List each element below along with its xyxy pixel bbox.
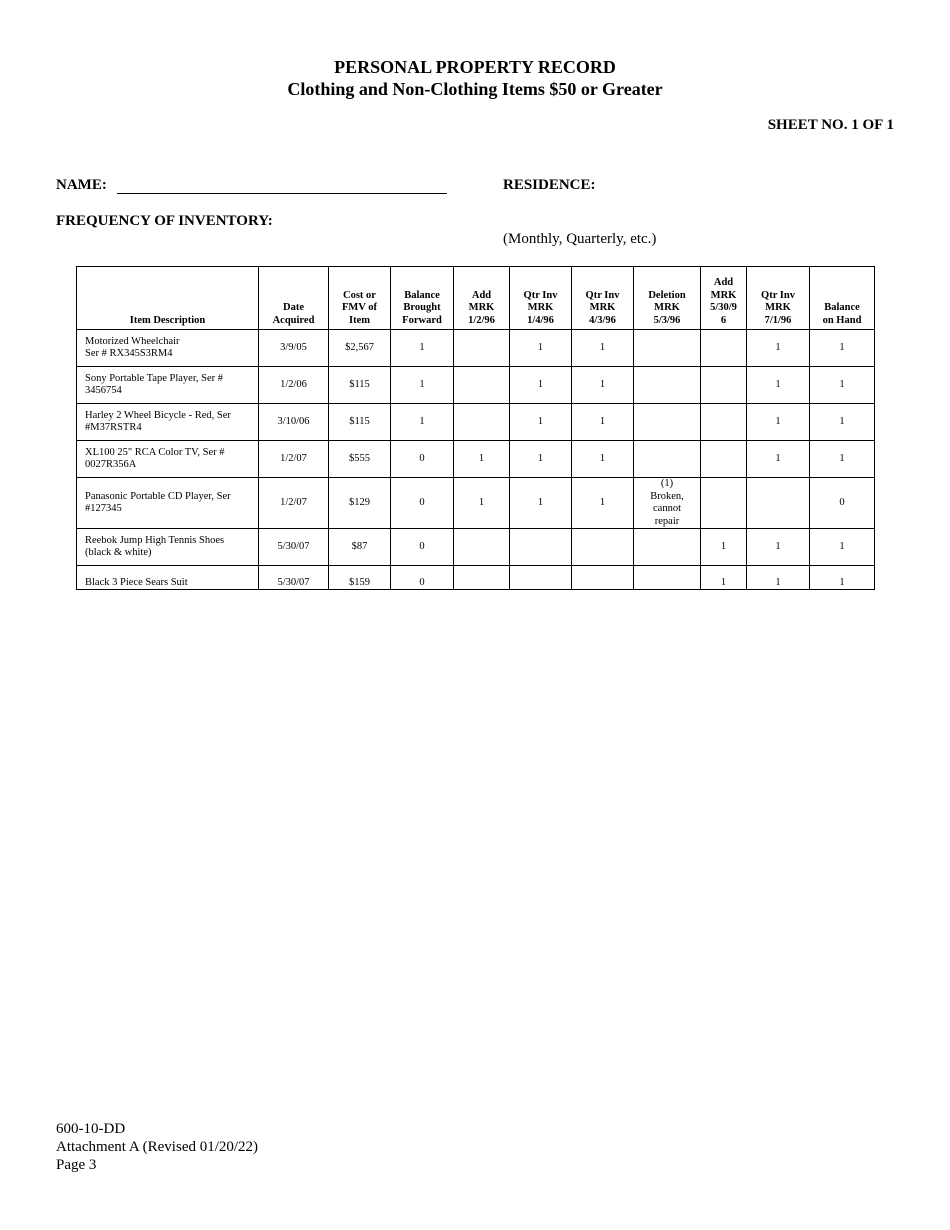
table-cell: 1 xyxy=(810,529,875,566)
sheet-number: SHEET NO. 1 OF 1 xyxy=(767,117,894,133)
frequency-note: (Monthly, Quarterly, etc.) xyxy=(503,231,657,247)
table-cell: $115 xyxy=(329,367,391,404)
document-subtitle: Clothing and Non-Clothing Items $50 or Greater xyxy=(287,79,663,99)
table-cell: 5/30/07 xyxy=(259,529,329,566)
table-cell: $115 xyxy=(329,404,391,441)
table-cell xyxy=(701,441,747,478)
table-cell xyxy=(454,566,510,590)
table-cell xyxy=(634,441,701,478)
table-cell xyxy=(634,330,701,367)
table-cell: 1/2/07 xyxy=(259,478,329,529)
table-cell: 0 xyxy=(391,441,454,478)
table-row xyxy=(77,441,875,478)
table-cell: 0 xyxy=(810,478,875,529)
item-description-cell: Reebok Jump High Tennis Shoes (black & white) xyxy=(77,529,259,566)
table-cell: 1/2/07 xyxy=(259,441,329,478)
document-title: PERSONAL PROPERTY RECORD xyxy=(334,57,616,77)
table-row xyxy=(77,367,875,404)
table-cell: 0 xyxy=(391,566,454,590)
table-cell xyxy=(510,566,572,590)
table-cell xyxy=(701,478,747,529)
column-header: Deletion MRK 5/3/96 xyxy=(634,267,701,330)
table-cell: 1 xyxy=(747,404,810,441)
column-header: Item Description xyxy=(77,267,259,330)
table-cell xyxy=(454,330,510,367)
table-cell: 1 xyxy=(572,478,634,529)
table-cell: 1 xyxy=(810,330,875,367)
table-row xyxy=(77,529,875,566)
table-cell: 1 xyxy=(572,441,634,478)
table-cell: $159 xyxy=(329,566,391,590)
table-cell xyxy=(454,367,510,404)
table-row xyxy=(77,478,875,529)
table-cell: 1 xyxy=(701,566,747,590)
table-cell: (1) Broken, cannot repair xyxy=(634,478,701,529)
table-cell: 1 xyxy=(747,529,810,566)
table-cell: 1 xyxy=(391,367,454,404)
column-header: Qtr Inv MRK 4/3/96 xyxy=(572,267,634,330)
residence-label: RESIDENCE: xyxy=(503,177,596,193)
item-description-cell: Panasonic Portable CD Player, Ser #127345 xyxy=(77,478,259,529)
table-cell xyxy=(701,330,747,367)
table-cell: 1 xyxy=(510,367,572,404)
table-cell: 3/9/05 xyxy=(259,330,329,367)
table-cell: 1 xyxy=(701,529,747,566)
table-cell: 1 xyxy=(510,330,572,367)
column-header: Date Acquired xyxy=(259,267,329,330)
table-cell: 1 xyxy=(572,404,634,441)
table-cell xyxy=(634,367,701,404)
name-label: NAME: xyxy=(56,177,107,193)
table-cell xyxy=(634,404,701,441)
table-cell: 1 xyxy=(810,441,875,478)
property-table xyxy=(76,266,875,590)
frequency-label: FREQUENCY OF INVENTORY: xyxy=(56,213,273,229)
table-header-row xyxy=(77,267,875,330)
table-cell: 1 xyxy=(454,478,510,529)
table-cell xyxy=(634,566,701,590)
table-cell: $87 xyxy=(329,529,391,566)
table-cell xyxy=(747,478,810,529)
table-cell: 1 xyxy=(391,404,454,441)
table-cell: 1 xyxy=(510,404,572,441)
table-row xyxy=(77,404,875,441)
table-row xyxy=(77,566,875,590)
column-header: Balance on Hand xyxy=(810,267,875,330)
table-cell: $555 xyxy=(329,441,391,478)
table-cell xyxy=(701,404,747,441)
table-row xyxy=(77,330,875,367)
table-cell: 1 xyxy=(810,367,875,404)
table-cell xyxy=(454,529,510,566)
table-cell: 1 xyxy=(572,367,634,404)
table-cell: 1 xyxy=(810,404,875,441)
table-cell: $129 xyxy=(329,478,391,529)
item-description-cell: Harley 2 Wheel Bicycle - Red, Ser #M37RSTR4 xyxy=(77,404,259,441)
table-cell: 1 xyxy=(572,330,634,367)
table-cell xyxy=(701,367,747,404)
table-cell: 0 xyxy=(391,478,454,529)
table-cell xyxy=(634,529,701,566)
table-cell: 0 xyxy=(391,529,454,566)
form-number: 600-10-DD xyxy=(56,1121,126,1137)
table-cell: 1 xyxy=(510,478,572,529)
table-cell: 1/2/06 xyxy=(259,367,329,404)
item-description-cell: Sony Portable Tape Player, Ser # 3456754 xyxy=(77,367,259,404)
table-cell: 3/10/06 xyxy=(259,404,329,441)
column-header: Cost or FMV of Item xyxy=(329,267,391,330)
table-cell xyxy=(572,566,634,590)
table-body xyxy=(77,330,875,590)
column-header: Add MRK 1/2/96 xyxy=(454,267,510,330)
item-description-cell: XL100 25" RCA Color TV, Ser # 0027R356A xyxy=(77,441,259,478)
item-description-cell: Motorized Wheelchair Ser # RX345S3RM4 xyxy=(77,330,259,367)
table-cell: 1 xyxy=(810,566,875,590)
column-header: Qtr Inv MRK 7/1/96 xyxy=(747,267,810,330)
table-cell: 5/30/07 xyxy=(259,566,329,590)
table-cell: 1 xyxy=(454,441,510,478)
table-cell: 1 xyxy=(510,441,572,478)
column-header: Balance Brought Forward xyxy=(391,267,454,330)
table-cell xyxy=(572,529,634,566)
table-cell: 1 xyxy=(747,566,810,590)
table-cell xyxy=(454,404,510,441)
table-cell xyxy=(510,529,572,566)
column-header: Qtr Inv MRK 1/4/96 xyxy=(510,267,572,330)
column-header: Add MRK 5/30/9 6 xyxy=(701,267,747,330)
page-number: Page 3 xyxy=(56,1157,97,1173)
attachment-label: Attachment A (Revised 01/20/22) xyxy=(56,1139,259,1155)
name-field-line xyxy=(117,193,447,194)
table-cell: 1 xyxy=(747,330,810,367)
item-description-cell: Black 3 Piece Sears Suit xyxy=(77,566,259,590)
table-cell: 1 xyxy=(747,367,810,404)
table-cell: 1 xyxy=(391,330,454,367)
table-cell: 1 xyxy=(747,441,810,478)
table-cell: $2,567 xyxy=(329,330,391,367)
